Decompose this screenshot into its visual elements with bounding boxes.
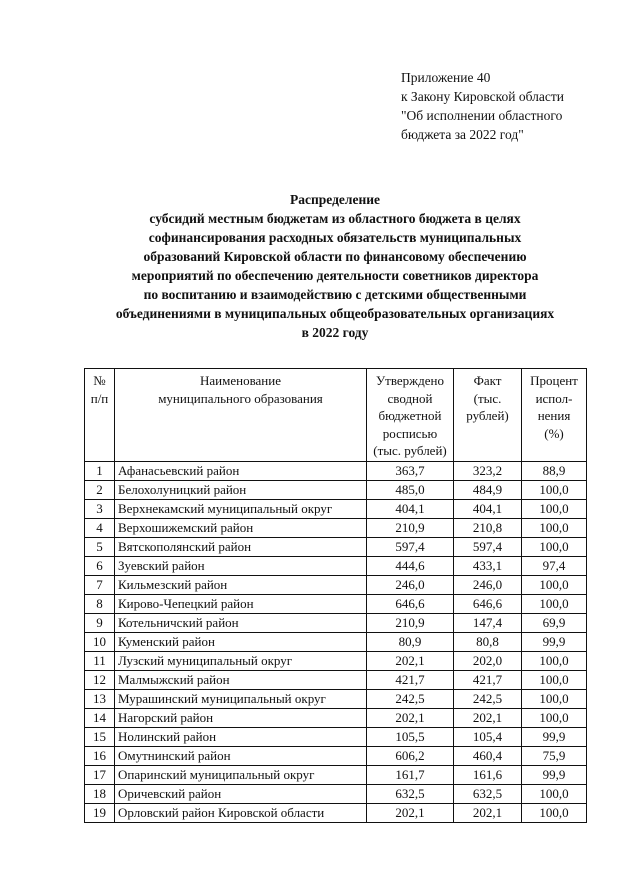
actual-amount: 433,1: [454, 557, 522, 576]
execution-percent: 100,0: [522, 785, 587, 804]
row-number: 19: [85, 804, 115, 823]
table-row: [85, 614, 587, 633]
execution-percent: 99,9: [522, 633, 587, 652]
execution-percent: 99,9: [522, 728, 587, 747]
actual-amount: 404,1: [454, 500, 522, 519]
approved-amount: 421,7: [367, 671, 454, 690]
municipality-name: Омутнинский район: [115, 747, 367, 766]
header-number: № п/п: [85, 369, 115, 462]
row-number: 8: [85, 595, 115, 614]
actual-amount: 105,4: [454, 728, 522, 747]
municipality-name: Орловский район Кировской области: [115, 804, 367, 823]
table-row: [85, 595, 587, 614]
table-row: [85, 519, 587, 538]
row-number: 9: [85, 614, 115, 633]
table-row: [85, 500, 587, 519]
actual-amount: 460,4: [454, 747, 522, 766]
execution-percent: 100,0: [522, 538, 587, 557]
title-line: мероприятий по обеспечению деятельности советников директора: [131, 268, 539, 283]
execution-percent: 100,0: [522, 595, 587, 614]
municipality-name: Верхнекамский муниципальный округ: [115, 500, 367, 519]
row-number: 14: [85, 709, 115, 728]
execution-percent: 100,0: [522, 481, 587, 500]
row-number: 13: [85, 690, 115, 709]
approved-amount: 242,5: [367, 690, 454, 709]
approved-amount: 597,4: [367, 538, 454, 557]
execution-percent: 100,0: [522, 519, 587, 538]
table-row: [85, 728, 587, 747]
table-row: [85, 671, 587, 690]
table-header-row: [85, 369, 587, 462]
title-line: в 2022 году: [301, 325, 369, 340]
municipality-name: Мурашинский муниципальный округ: [115, 690, 367, 709]
execution-percent: 69,9: [522, 614, 587, 633]
row-number: 15: [85, 728, 115, 747]
actual-amount: 202,0: [454, 652, 522, 671]
title-line: софинансирования расходных обязательств муниципальных: [148, 230, 522, 245]
approved-amount: 202,1: [367, 804, 454, 823]
municipality-name: Нолинский район: [115, 728, 367, 747]
execution-percent: 100,0: [522, 500, 587, 519]
actual-amount: 246,0: [454, 576, 522, 595]
actual-amount: 242,5: [454, 690, 522, 709]
table-row: [85, 785, 587, 804]
municipality-name: Оричевский район: [115, 785, 367, 804]
table-row: [85, 709, 587, 728]
title-line: объединениями в муниципальных общеобразовательных организациях: [115, 306, 555, 321]
row-number: 1: [85, 462, 115, 481]
execution-percent: 100,0: [522, 652, 587, 671]
actual-amount: 202,1: [454, 709, 522, 728]
table-row: [85, 690, 587, 709]
municipality-name: Малмыжский район: [115, 671, 367, 690]
header-municipality: Наименование муниципального образования: [115, 369, 367, 462]
table-row: [85, 747, 587, 766]
execution-percent: 97,4: [522, 557, 587, 576]
execution-percent: 100,0: [522, 576, 587, 595]
municipality-name: Кирово-Чепецкий район: [115, 595, 367, 614]
actual-amount: 210,8: [454, 519, 522, 538]
row-number: 2: [85, 481, 115, 500]
actual-amount: 646,6: [454, 595, 522, 614]
table-row: [85, 557, 587, 576]
actual-amount: 484,9: [454, 481, 522, 500]
title-line: Распределение: [289, 192, 381, 207]
table-row: [85, 804, 587, 823]
appendix-line: бюджета за 2022 год": [401, 127, 524, 142]
row-number: 10: [85, 633, 115, 652]
row-number: 7: [85, 576, 115, 595]
title-line: образований Кировской области по финансовому обеспечению: [143, 249, 527, 264]
approved-amount: 80,9: [367, 633, 454, 652]
appendix-line: Приложение 40: [401, 70, 491, 85]
approved-amount: 210,9: [367, 519, 454, 538]
approved-amount: 485,0: [367, 481, 454, 500]
table-row: [85, 538, 587, 557]
municipality-name: Куменский район: [115, 633, 367, 652]
appendix-line: "Об исполнении областного: [401, 108, 563, 123]
appendix-line: к Закону Кировской области: [401, 89, 565, 104]
row-number: 17: [85, 766, 115, 785]
approved-amount: 444,6: [367, 557, 454, 576]
municipality-name: Белохолуницкий район: [115, 481, 367, 500]
approved-amount: 606,2: [367, 747, 454, 766]
appendix-header: [401, 68, 631, 144]
execution-percent: 100,0: [522, 671, 587, 690]
municipality-name: Лузский муниципальный округ: [115, 652, 367, 671]
row-number: 5: [85, 538, 115, 557]
actual-amount: 632,5: [454, 785, 522, 804]
table-row: [85, 766, 587, 785]
municipality-name: Опаринский муниципальный округ: [115, 766, 367, 785]
row-number: 3: [85, 500, 115, 519]
approved-amount: 363,7: [367, 462, 454, 481]
header-approved: Утверждено сводной бюджетной росписью (тыс. рублей): [367, 369, 454, 462]
municipality-name: Вятскополянский район: [115, 538, 367, 557]
actual-amount: 80,8: [454, 633, 522, 652]
execution-percent: 88,9: [522, 462, 587, 481]
municipality-name: Зуевский район: [115, 557, 367, 576]
row-number: 12: [85, 671, 115, 690]
execution-percent: 100,0: [522, 709, 587, 728]
approved-amount: 202,1: [367, 709, 454, 728]
title-line: по воспитанию и взаимодействию с детскими общественными: [143, 287, 527, 302]
approved-amount: 105,5: [367, 728, 454, 747]
table-row: [85, 481, 587, 500]
actual-amount: 421,7: [454, 671, 522, 690]
row-number: 4: [85, 519, 115, 538]
title-line: субсидий местным бюджетам из областного бюджета в целях: [149, 211, 521, 226]
approved-amount: 404,1: [367, 500, 454, 519]
row-number: 16: [85, 747, 115, 766]
municipality-name: Нагорский район: [115, 709, 367, 728]
table-row: [85, 462, 587, 481]
approved-amount: 246,0: [367, 576, 454, 595]
actual-amount: 597,4: [454, 538, 522, 557]
approved-amount: 210,9: [367, 614, 454, 633]
row-number: 6: [85, 557, 115, 576]
subsidy-table: [84, 368, 587, 823]
table-row: [85, 576, 587, 595]
approved-amount: 202,1: [367, 652, 454, 671]
approved-amount: 161,7: [367, 766, 454, 785]
municipality-name: Кильмезский район: [115, 576, 367, 595]
execution-percent: 100,0: [522, 804, 587, 823]
row-number: 11: [85, 652, 115, 671]
table-row: [85, 652, 587, 671]
actual-amount: 147,4: [454, 614, 522, 633]
table-row: [85, 633, 587, 652]
municipality-name: Котельничский район: [115, 614, 367, 633]
approved-amount: 632,5: [367, 785, 454, 804]
execution-percent: 100,0: [522, 690, 587, 709]
approved-amount: 646,6: [367, 595, 454, 614]
execution-percent: 99,9: [522, 766, 587, 785]
execution-percent: 75,9: [522, 747, 587, 766]
row-number: 18: [85, 785, 115, 804]
municipality-name: Афанасьевский район: [115, 462, 367, 481]
header-actual: Факт (тыс. рублей): [454, 369, 522, 462]
actual-amount: 323,2: [454, 462, 522, 481]
actual-amount: 161,6: [454, 766, 522, 785]
header-percent: Процент испол- нения (%): [522, 369, 587, 462]
actual-amount: 202,1: [454, 804, 522, 823]
document-title: [70, 190, 600, 342]
municipality-name: Верхошижемский район: [115, 519, 367, 538]
